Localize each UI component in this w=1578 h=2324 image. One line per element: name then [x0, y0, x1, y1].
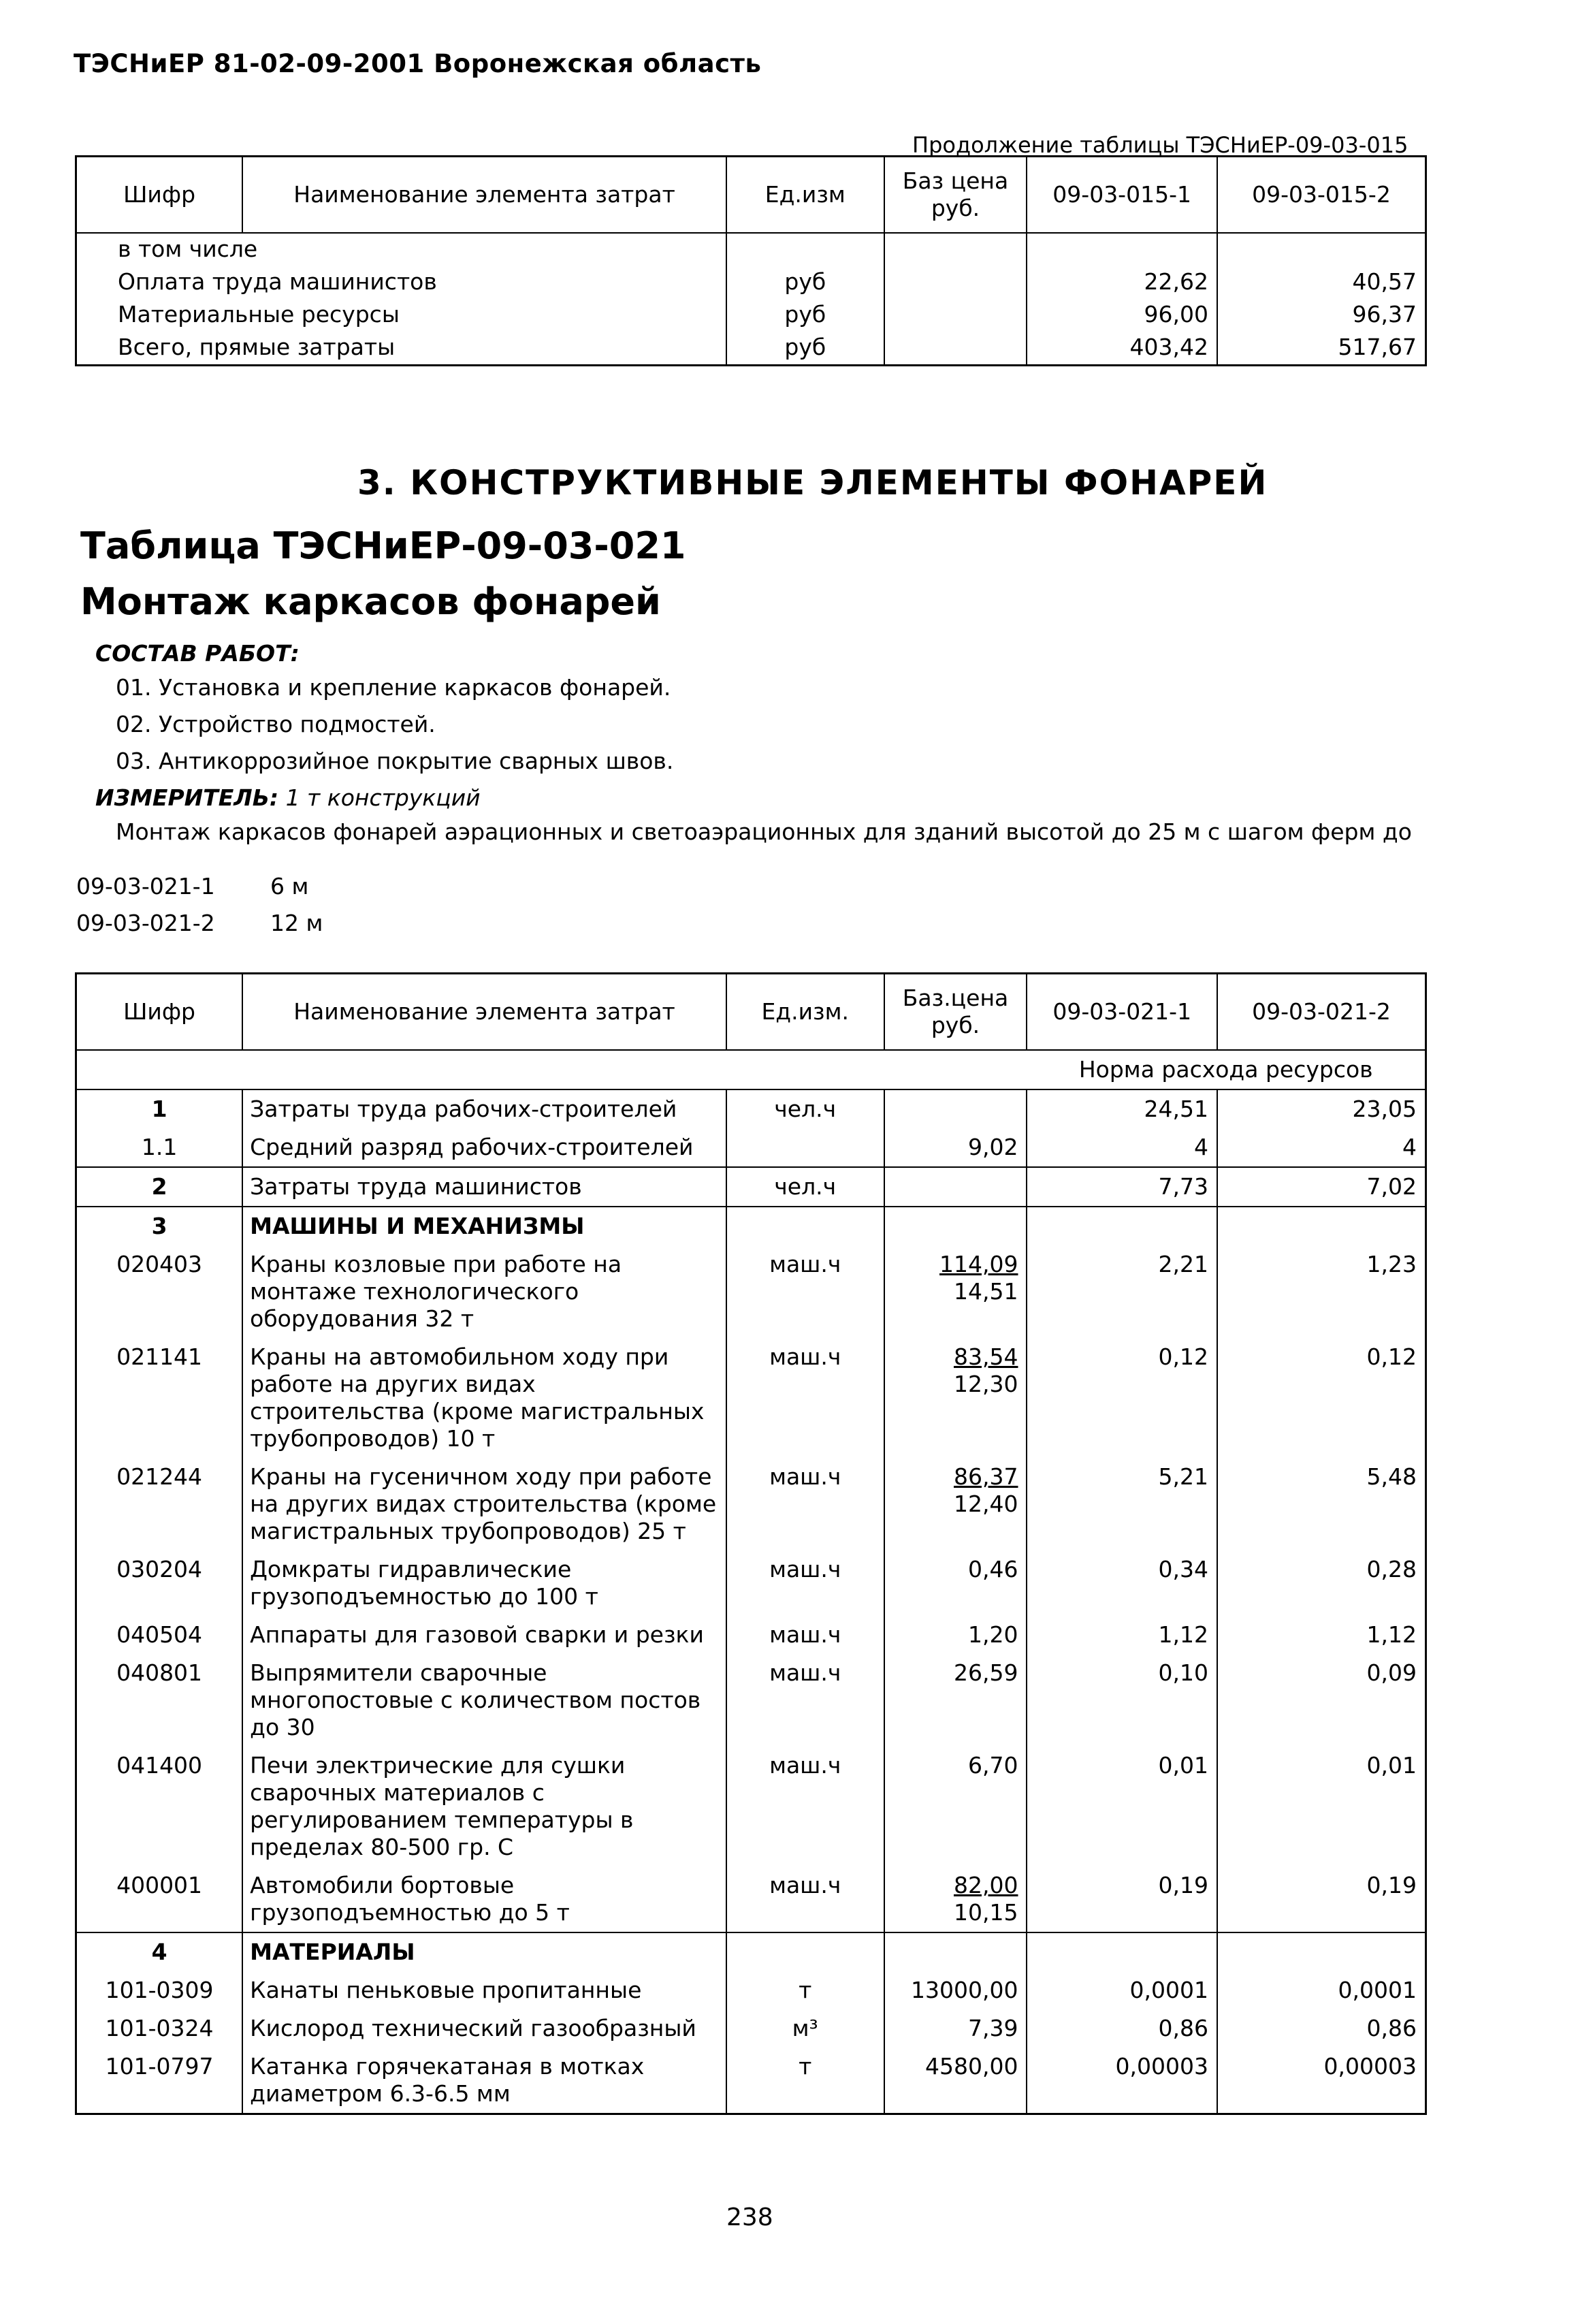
row-value-1: 5,21 [1027, 1458, 1217, 1550]
row-code: 4 [76, 1932, 243, 1971]
norma-row [76, 1050, 1426, 1089]
row-price [884, 2009, 1027, 2048]
row-value-2: 1,12 [1217, 1616, 1426, 1654]
row-value-2: 0,09 [1217, 1654, 1426, 1747]
document-header: ТЭСНиЕР 81-02-09-2001 Воронежская область [74, 49, 762, 78]
code-value: 12 м [270, 910, 323, 936]
column-header: Баз цена руб. [884, 157, 1027, 234]
row-value-1 [1027, 1207, 1217, 1245]
row-price [884, 332, 1027, 366]
code-value: 6 м [270, 873, 309, 900]
row-value-2 [1217, 1932, 1426, 1971]
row-price [884, 2048, 1027, 2114]
row-name: Печи электрические для сушки сварочных материалов с регулированием температуры в пределах 80-500 гр. С [242, 1747, 726, 1866]
row-price [884, 1245, 1027, 1338]
row-price [884, 1089, 1027, 1128]
row-value-2: 0,86 [1217, 2009, 1426, 2048]
row-name: Домкраты гидравлические грузоподъемностью до 100 т [242, 1550, 726, 1616]
row-value-1: 4 [1027, 1128, 1217, 1167]
row-code: 3 [76, 1207, 243, 1245]
row-unit: м³ [726, 2009, 884, 2048]
table-name: Монтаж каркасов фонарей [80, 580, 661, 623]
row-value-1: 2,21 [1027, 1245, 1217, 1338]
row-code: 020403 [76, 1245, 243, 1338]
row-code: 041400 [76, 1747, 243, 1866]
table-row [76, 1089, 1426, 1128]
row-unit: маш.ч [726, 1338, 884, 1458]
row-value-1: 22,62 [1027, 266, 1217, 299]
work-item: 02. Устройство подмостей. [116, 711, 436, 737]
row-name: Краны на гусеничном ходу при работе на других видах строительства (кроме магистральных трубопроводов) 25 т [242, 1458, 726, 1550]
price-value: 114,09 [939, 1251, 1018, 1277]
continuation-caption: Продолжение таблицы ТЭСНиЕР-09-03-015 [912, 132, 1408, 158]
table-header-row [76, 974, 1426, 1051]
row-code: 2 [76, 1167, 243, 1207]
code: 09-03-021-2 [76, 910, 215, 936]
row-value-2 [1217, 1207, 1426, 1245]
column-header: Баз.цена руб. [884, 974, 1027, 1051]
row-value-2: 1,23 [1217, 1245, 1426, 1338]
row-unit: руб [726, 332, 884, 366]
page-number: 238 [726, 2203, 773, 2231]
price-value: 9,02 [967, 1134, 1018, 1160]
code: 09-03-021-1 [76, 873, 215, 900]
row-code: 040504 [76, 1616, 243, 1654]
row-value-2: 0,12 [1217, 1338, 1426, 1458]
row-value-2: 4 [1217, 1128, 1426, 1167]
row-value-1: 0,00003 [1027, 2048, 1217, 2114]
table-row [76, 1458, 1426, 1550]
table-row [76, 1616, 1426, 1654]
row-price [884, 1128, 1027, 1167]
price-value: 1,20 [967, 1621, 1018, 1648]
row-unit [726, 1207, 884, 1245]
table-row [76, 1866, 1426, 1932]
row-unit: чел.ч [726, 1167, 884, 1207]
row-unit: маш.ч [726, 1866, 884, 1932]
row-name: в том числе [76, 233, 726, 266]
table-row [76, 2009, 1426, 2048]
row-unit: чел.ч [726, 1089, 884, 1128]
row-code: 021244 [76, 1458, 243, 1550]
price-value: 82,00 [953, 1872, 1018, 1898]
row-price [884, 1550, 1027, 1616]
continuation-table [75, 155, 1427, 366]
row-price [884, 1616, 1027, 1654]
row-value-2: 96,37 [1217, 299, 1426, 332]
row-value-1: 0,19 [1027, 1866, 1217, 1932]
row-name: Краны на автомобильном ходу при работе на других видах строительства (кроме магистральных трубопроводов) 10 т [242, 1338, 726, 1458]
column-header: Наименование элемента затрат [242, 974, 726, 1051]
column-header: Ед.изм. [726, 974, 884, 1051]
row-value-2: 0,00003 [1217, 2048, 1426, 2114]
row-value-2: 23,05 [1217, 1089, 1426, 1128]
row-name: Оплата труда машинистов [76, 266, 726, 299]
row-name: Автомобили бортовые грузоподъемностью до 5 т [242, 1866, 726, 1932]
table-title: Таблица ТЭСНиЕР-09-03-021 [80, 524, 686, 567]
row-code: 101-0324 [76, 2009, 243, 2048]
table-row [76, 233, 1426, 266]
row-value-2: 0,0001 [1217, 1971, 1426, 2009]
row-name: Канаты пеньковые пропитанные [242, 1971, 726, 2009]
table-description: Монтаж каркасов фонарей аэрационных и светоаэрационных для зданий высотой до 25 м с шагом ферм до [116, 818, 1412, 845]
price-value: 13000,00 [911, 1977, 1018, 2003]
price-value: 86,37 [953, 1463, 1018, 1490]
column-header: 09-03-015-1 [1027, 157, 1217, 234]
row-price [884, 1932, 1027, 1971]
row-name: МАТЕРИАЛЫ [242, 1932, 726, 1971]
price-value-2: 14,51 [953, 1278, 1018, 1305]
table-row [76, 1550, 1426, 1616]
table-row [76, 1654, 1426, 1747]
row-price [884, 1866, 1027, 1932]
measurement-label: ИЗМЕРИТЕЛЬ: [95, 784, 279, 811]
row-unit: маш.ч [726, 1245, 884, 1338]
row-value-1: 1,12 [1027, 1616, 1217, 1654]
row-value-1 [1027, 1932, 1217, 1971]
row-code: 101-0797 [76, 2048, 243, 2114]
row-name: Краны козловые при работе на монтаже технологического оборудования 32 т [242, 1245, 726, 1338]
row-unit: маш.ч [726, 1654, 884, 1747]
row-unit: маш.ч [726, 1616, 884, 1654]
row-unit: т [726, 2048, 884, 2114]
price-value: 26,59 [953, 1659, 1018, 1686]
row-unit: т [726, 1971, 884, 2009]
row-value-1: 7,73 [1027, 1167, 1217, 1207]
work-item: 03. Антикоррозийное покрытие сварных швов. [116, 748, 674, 774]
row-price [884, 1747, 1027, 1866]
column-header: 09-03-015-2 [1217, 157, 1426, 234]
row-name: Катанка горячекатаная в мотках диаметром 6.3-6.5 мм [242, 2048, 726, 2114]
table-header-row [76, 157, 1426, 234]
row-unit: руб [726, 266, 884, 299]
row-unit: руб [726, 299, 884, 332]
row-name: Затраты труда рабочих-строителей [242, 1089, 726, 1128]
table-row [76, 1207, 1426, 1245]
row-unit: маш.ч [726, 1458, 884, 1550]
table-row [76, 266, 1426, 299]
row-price [884, 1167, 1027, 1207]
row-price [884, 1458, 1027, 1550]
table-row [76, 1932, 1426, 1971]
column-header: Шифр [76, 974, 243, 1051]
row-unit: маш.ч [726, 1747, 884, 1866]
row-value-2: 0,01 [1217, 1747, 1426, 1866]
table-row [76, 1128, 1426, 1167]
measurement-value: 1 т конструкций [285, 784, 481, 811]
row-value-2: 0,28 [1217, 1550, 1426, 1616]
row-code: 040801 [76, 1654, 243, 1747]
price-value-2: 10,15 [953, 1899, 1018, 1926]
row-value-1: 24,51 [1027, 1089, 1217, 1128]
code-line [76, 873, 309, 900]
row-value-1: 0,86 [1027, 2009, 1217, 2048]
row-price [884, 299, 1027, 332]
row-code: 101-0309 [76, 1971, 243, 2009]
row-value-2: 0,19 [1217, 1866, 1426, 1932]
table-row [76, 332, 1426, 366]
row-value-2: 517,67 [1217, 332, 1426, 366]
row-name: Затраты труда машинистов [242, 1167, 726, 1207]
row-name: Всего, прямые затраты [76, 332, 726, 366]
row-code: 1 [76, 1089, 243, 1128]
row-price [884, 1338, 1027, 1458]
table-row [76, 1747, 1426, 1866]
price-value: 7,39 [967, 2015, 1018, 2041]
row-name: Кислород технический газообразный [242, 2009, 726, 2048]
row-value-1: 403,42 [1027, 332, 1217, 366]
code-line [76, 910, 323, 936]
row-price [884, 1207, 1027, 1245]
table-row [76, 1338, 1426, 1458]
price-value: 6,70 [967, 1752, 1018, 1779]
price-value: 0,46 [967, 1556, 1018, 1582]
row-code: 030204 [76, 1550, 243, 1616]
row-name: МАШИНЫ И МЕХАНИЗМЫ [242, 1207, 726, 1245]
row-value-1 [1027, 233, 1217, 266]
row-code: 021141 [76, 1338, 243, 1458]
column-header: Наименование элемента затрат [242, 157, 726, 234]
row-code: 1.1 [76, 1128, 243, 1167]
row-value-1: 0,10 [1027, 1654, 1217, 1747]
row-value-1: 96,00 [1027, 299, 1217, 332]
row-code: 400001 [76, 1866, 243, 1932]
row-name: Материальные ресурсы [76, 299, 726, 332]
row-unit: маш.ч [726, 1550, 884, 1616]
work-item: 01. Установка и крепление каркасов фонарей. [116, 674, 671, 701]
row-unit [726, 1932, 884, 1971]
row-price [884, 266, 1027, 299]
price-value: 83,54 [953, 1343, 1018, 1370]
work-composition-label: СОСТАВ РАБОТ: [95, 640, 300, 667]
table-row [76, 299, 1426, 332]
row-price [884, 1971, 1027, 2009]
row-unit [726, 1128, 884, 1167]
column-header: Ед.изм [726, 157, 884, 234]
section-title: 3. КОНСТРУКТИВНЫЕ ЭЛЕМЕНТЫ ФОНАРЕЙ [357, 463, 1268, 503]
column-header: 09-03-021-1 [1027, 974, 1217, 1051]
row-value-1: 0,01 [1027, 1747, 1217, 1866]
column-header: 09-03-021-2 [1217, 974, 1426, 1051]
row-unit [726, 233, 884, 266]
table-row [76, 2048, 1426, 2114]
measurement-unit [95, 784, 481, 811]
row-value-2 [1217, 233, 1426, 266]
row-name: Средний разряд рабочих-строителей [242, 1128, 726, 1167]
row-price [884, 233, 1027, 266]
price-value-2: 12,30 [953, 1371, 1018, 1397]
table-row [76, 1971, 1426, 2009]
row-value-2: 5,48 [1217, 1458, 1426, 1550]
price-value-2: 12,40 [953, 1491, 1018, 1517]
norma-label: Норма расхода ресурсов [1027, 1050, 1426, 1089]
row-name: Выпрямители сварочные многопостовые с количеством постов до 30 [242, 1654, 726, 1747]
table-row [76, 1245, 1426, 1338]
row-value-1: 0,34 [1027, 1550, 1217, 1616]
row-price [884, 1654, 1027, 1747]
table-row [76, 1167, 1426, 1207]
resource-table [75, 972, 1427, 2115]
price-value: 4580,00 [925, 2053, 1018, 2080]
row-value-1: 0,12 [1027, 1338, 1217, 1458]
row-value-2: 7,02 [1217, 1167, 1426, 1207]
row-value-2: 40,57 [1217, 266, 1426, 299]
row-value-1: 0,0001 [1027, 1971, 1217, 2009]
column-header: Шифр [76, 157, 243, 234]
row-name: Аппараты для газовой сварки и резки [242, 1616, 726, 1654]
